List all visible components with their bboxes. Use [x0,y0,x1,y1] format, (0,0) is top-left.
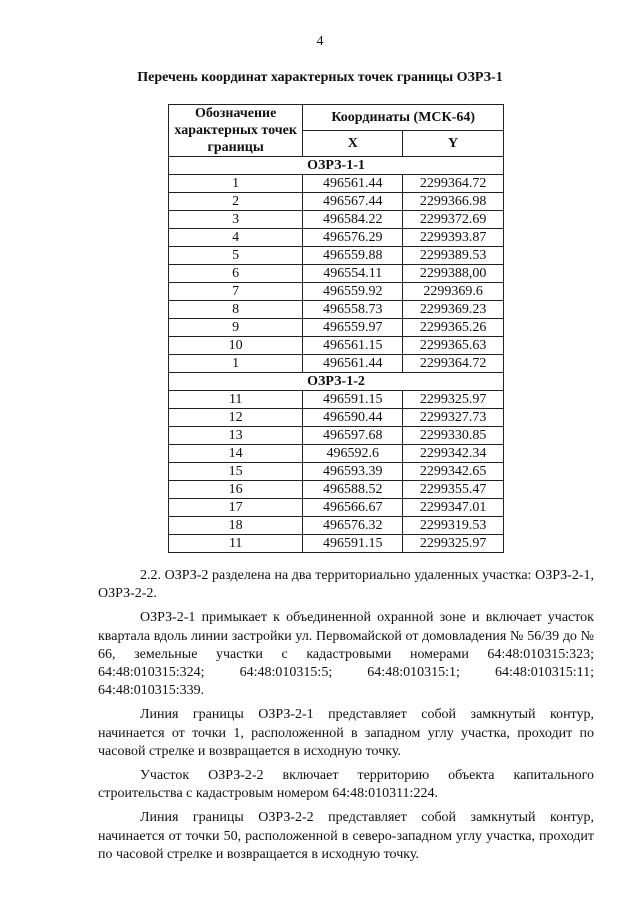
point-number: 11 [169,391,303,409]
coord-y: 2299364.72 [403,175,504,193]
point-number: 15 [169,463,303,481]
point-number: 17 [169,499,303,517]
table-row [169,355,504,373]
coord-x: 496566.67 [303,499,403,517]
point-number: 8 [169,301,303,319]
table-row [169,445,504,463]
point-number: 11 [169,535,303,553]
table-row [169,517,504,535]
coord-y: 2299365.26 [403,319,504,337]
coord-y: 2299325.97 [403,391,504,409]
coord-x: 496559.92 [303,283,403,301]
coord-x: 496591.15 [303,391,403,409]
table-section-row [169,373,504,391]
table-row [169,193,504,211]
point-number: 5 [169,247,303,265]
table-row [169,211,504,229]
body-text [98,567,594,870]
coord-y: 2299393.87 [403,229,504,247]
coord-y: 2299342.65 [403,463,504,481]
coord-x: 496592.6 [303,445,403,463]
coord-x: 496554.11 [303,265,403,283]
table-row [169,319,504,337]
paragraph: Линия границы ОЗРЗ-2-2 представляет собой замкнутый контур, начинается от точки 50, расположенной в северо-западном углу участка, проходит по часовой стрелке и возвращается в исходную точку. [98,810,594,862]
coord-x: 496590.44 [303,409,403,427]
point-number: 9 [169,319,303,337]
coord-y: 2299388,00 [403,265,504,283]
table-row [169,247,504,265]
header-coordinates: Координаты (МСК-64) [303,105,504,131]
paragraph: Линия границы ОЗРЗ-2-1 представляет собой замкнутый контур, начинается от точки 1, расположенной в западном углу участка, проходит по часовой стрелке и возвращается в исходную точку. [98,707,594,759]
coord-x: 496591.15 [303,535,403,553]
paragraph: 2.2. ОЗРЗ-2 разделена на два территориально удаленных участка: ОЗРЗ-2-1, ОЗРЗ-2-2. [98,568,594,602]
coord-x: 496561.44 [303,355,403,373]
point-number: 14 [169,445,303,463]
header-x: X [303,131,403,157]
point-number: 2 [169,193,303,211]
point-number: 12 [169,409,303,427]
coord-x: 496584.22 [303,211,403,229]
header-point-designation: Обозначение характерных точек границы [169,105,303,157]
coord-y: 2299330.85 [403,427,504,445]
page-number: 4 [316,34,324,49]
table-section-row [169,157,504,175]
table-row [169,175,504,193]
section-name: ОЗРЗ-1-2 [169,373,504,391]
coord-y: 2299366.98 [403,193,504,211]
coord-x: 496561.15 [303,337,403,355]
section-name: ОЗРЗ-1-1 [169,157,504,175]
point-number: 6 [169,265,303,283]
coord-x: 496597.68 [303,427,403,445]
coord-x: 496588.52 [303,481,403,499]
table-row [169,265,504,283]
coord-y: 2299365.63 [403,337,504,355]
coord-y: 2299325.97 [403,535,504,553]
coord-x: 496576.32 [303,517,403,535]
coord-y: 2299319.53 [403,517,504,535]
coord-x: 496558.73 [303,301,403,319]
header-y: Y [403,131,504,157]
coord-x: 496559.88 [303,247,403,265]
table-row [169,229,504,247]
table-row [169,463,504,481]
table-row [169,535,504,553]
point-number: 1 [169,175,303,193]
table-row [169,409,504,427]
coord-y: 2299364.72 [403,355,504,373]
point-number: 13 [169,427,303,445]
coord-y: 2299342.34 [403,445,504,463]
coordinates-table [168,104,504,553]
point-number: 4 [169,229,303,247]
table-row [169,481,504,499]
coord-y: 2299372.69 [403,211,504,229]
page-title: Перечень координат характерных точек границы ОЗРЗ-1 [137,70,503,85]
coord-x: 496567.44 [303,193,403,211]
table-row [169,301,504,319]
coord-y: 2299355.47 [403,481,504,499]
table-header [169,105,504,157]
paragraph: Участок ОЗРЗ-2-2 включает территорию объекта капитального строительства с кадастровым номером 64:48:010311:224. [98,768,594,802]
coord-x: 496561.44 [303,175,403,193]
point-number: 7 [169,283,303,301]
point-number: 16 [169,481,303,499]
table-row [169,337,504,355]
paragraph: ОЗРЗ-2-1 примыкает к объединенной охранной зоне и включает участок квартала вдоль линии застройки ул. Первомайской от домовладения № 56/39 до № 66, земельные участки с кадастровыми номерами 64:48:010315:323; 64:48:010315:324; 64:48:010315:5; 64:48:010315:1; 64:48:010315:11; 64:48:010315:339. [98,610,594,699]
table-row [169,499,504,517]
point-number: 10 [169,337,303,355]
coord-y: 2299347.01 [403,499,504,517]
coord-x: 496576.29 [303,229,403,247]
point-number: 3 [169,211,303,229]
point-number: 18 [169,517,303,535]
coord-y: 2299369.6 [403,283,504,301]
point-number: 1 [169,355,303,373]
table-row [169,427,504,445]
coord-x: 496559.97 [303,319,403,337]
coord-y: 2299389.53 [403,247,504,265]
coord-x: 496593.39 [303,463,403,481]
table-row [169,283,504,301]
coord-y: 2299327.73 [403,409,504,427]
table-body [169,157,504,553]
table-row [169,391,504,409]
coord-y: 2299369.23 [403,301,504,319]
